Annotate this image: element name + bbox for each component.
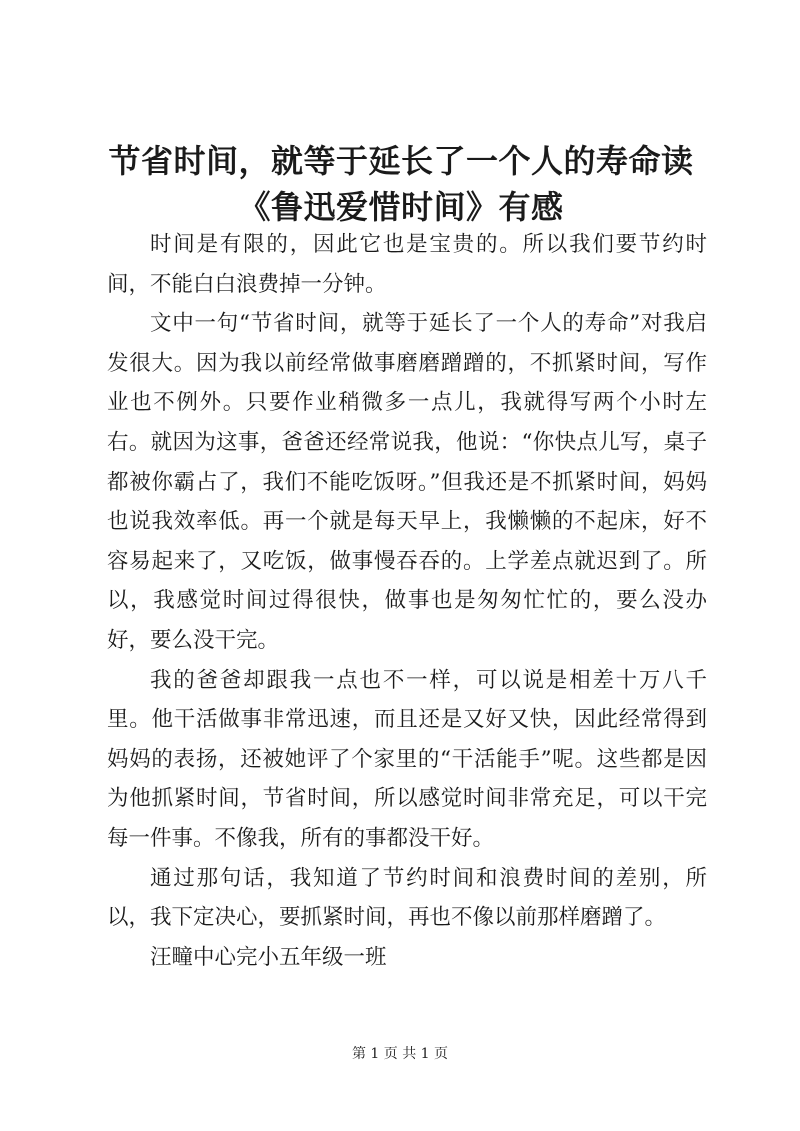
paragraph-2: 文中一句“节省时间，就等于延长了一个人的寿命”对我启发很大。因为我以前经常做事磨磨蹭蹭的，不抓紧时间，写作业也不例外。只要作业稍微多一点儿，我就得写两个小时左右。就因为这事，爸爸还经常说我，他说：“你快点儿写，桌子都被你霸占了，我们不能吃饭呀。”但我还是不抓紧时间，妈妈也说我效率低。再一个就是每天早上，我懒懒的不起床，好不容易起来了，又吃饭，做事慢吞吞的。上学差点就迟到了。所以，我感觉时间过得很快，做事也是匆匆忙忙的，要么没办好，要么没干完。: [107, 311, 707, 653]
paragraph-4: 通过那句话，我知道了节约时间和浪费时间的差别，所以，我下定决心，要抓紧时间，再也不像以前那样磨蹭了。: [107, 865, 707, 931]
document-title: 节省时间，就等于延长了一个人的寿命读《鲁迅爱惜时间》有感: [108, 142, 694, 226]
page-number-footer: 第 1 页 共 1 页: [351, 1046, 449, 1062]
paragraph-3: 我的爸爸却跟我一点也不一样，可以说是相差十万八千里。他干活做事非常迅速，而且还是又好又快，因此经常得到妈妈的表扬，还被她评了个家里的“干活能手”呢。这些都是因为他抓紧时间，节省时间，所以感觉时间非常充足，可以干完每一件事。不像我，所有的事都没干好。: [107, 667, 707, 851]
paragraph-1: 时间是有限的，因此它也是宝贵的。所以我们要节约时间，不能白白浪费掉一分钟。: [107, 232, 707, 297]
author-school-line: 汪疃中心完小五年级一班: [150, 944, 387, 970]
document-body: [107, 225, 707, 977]
